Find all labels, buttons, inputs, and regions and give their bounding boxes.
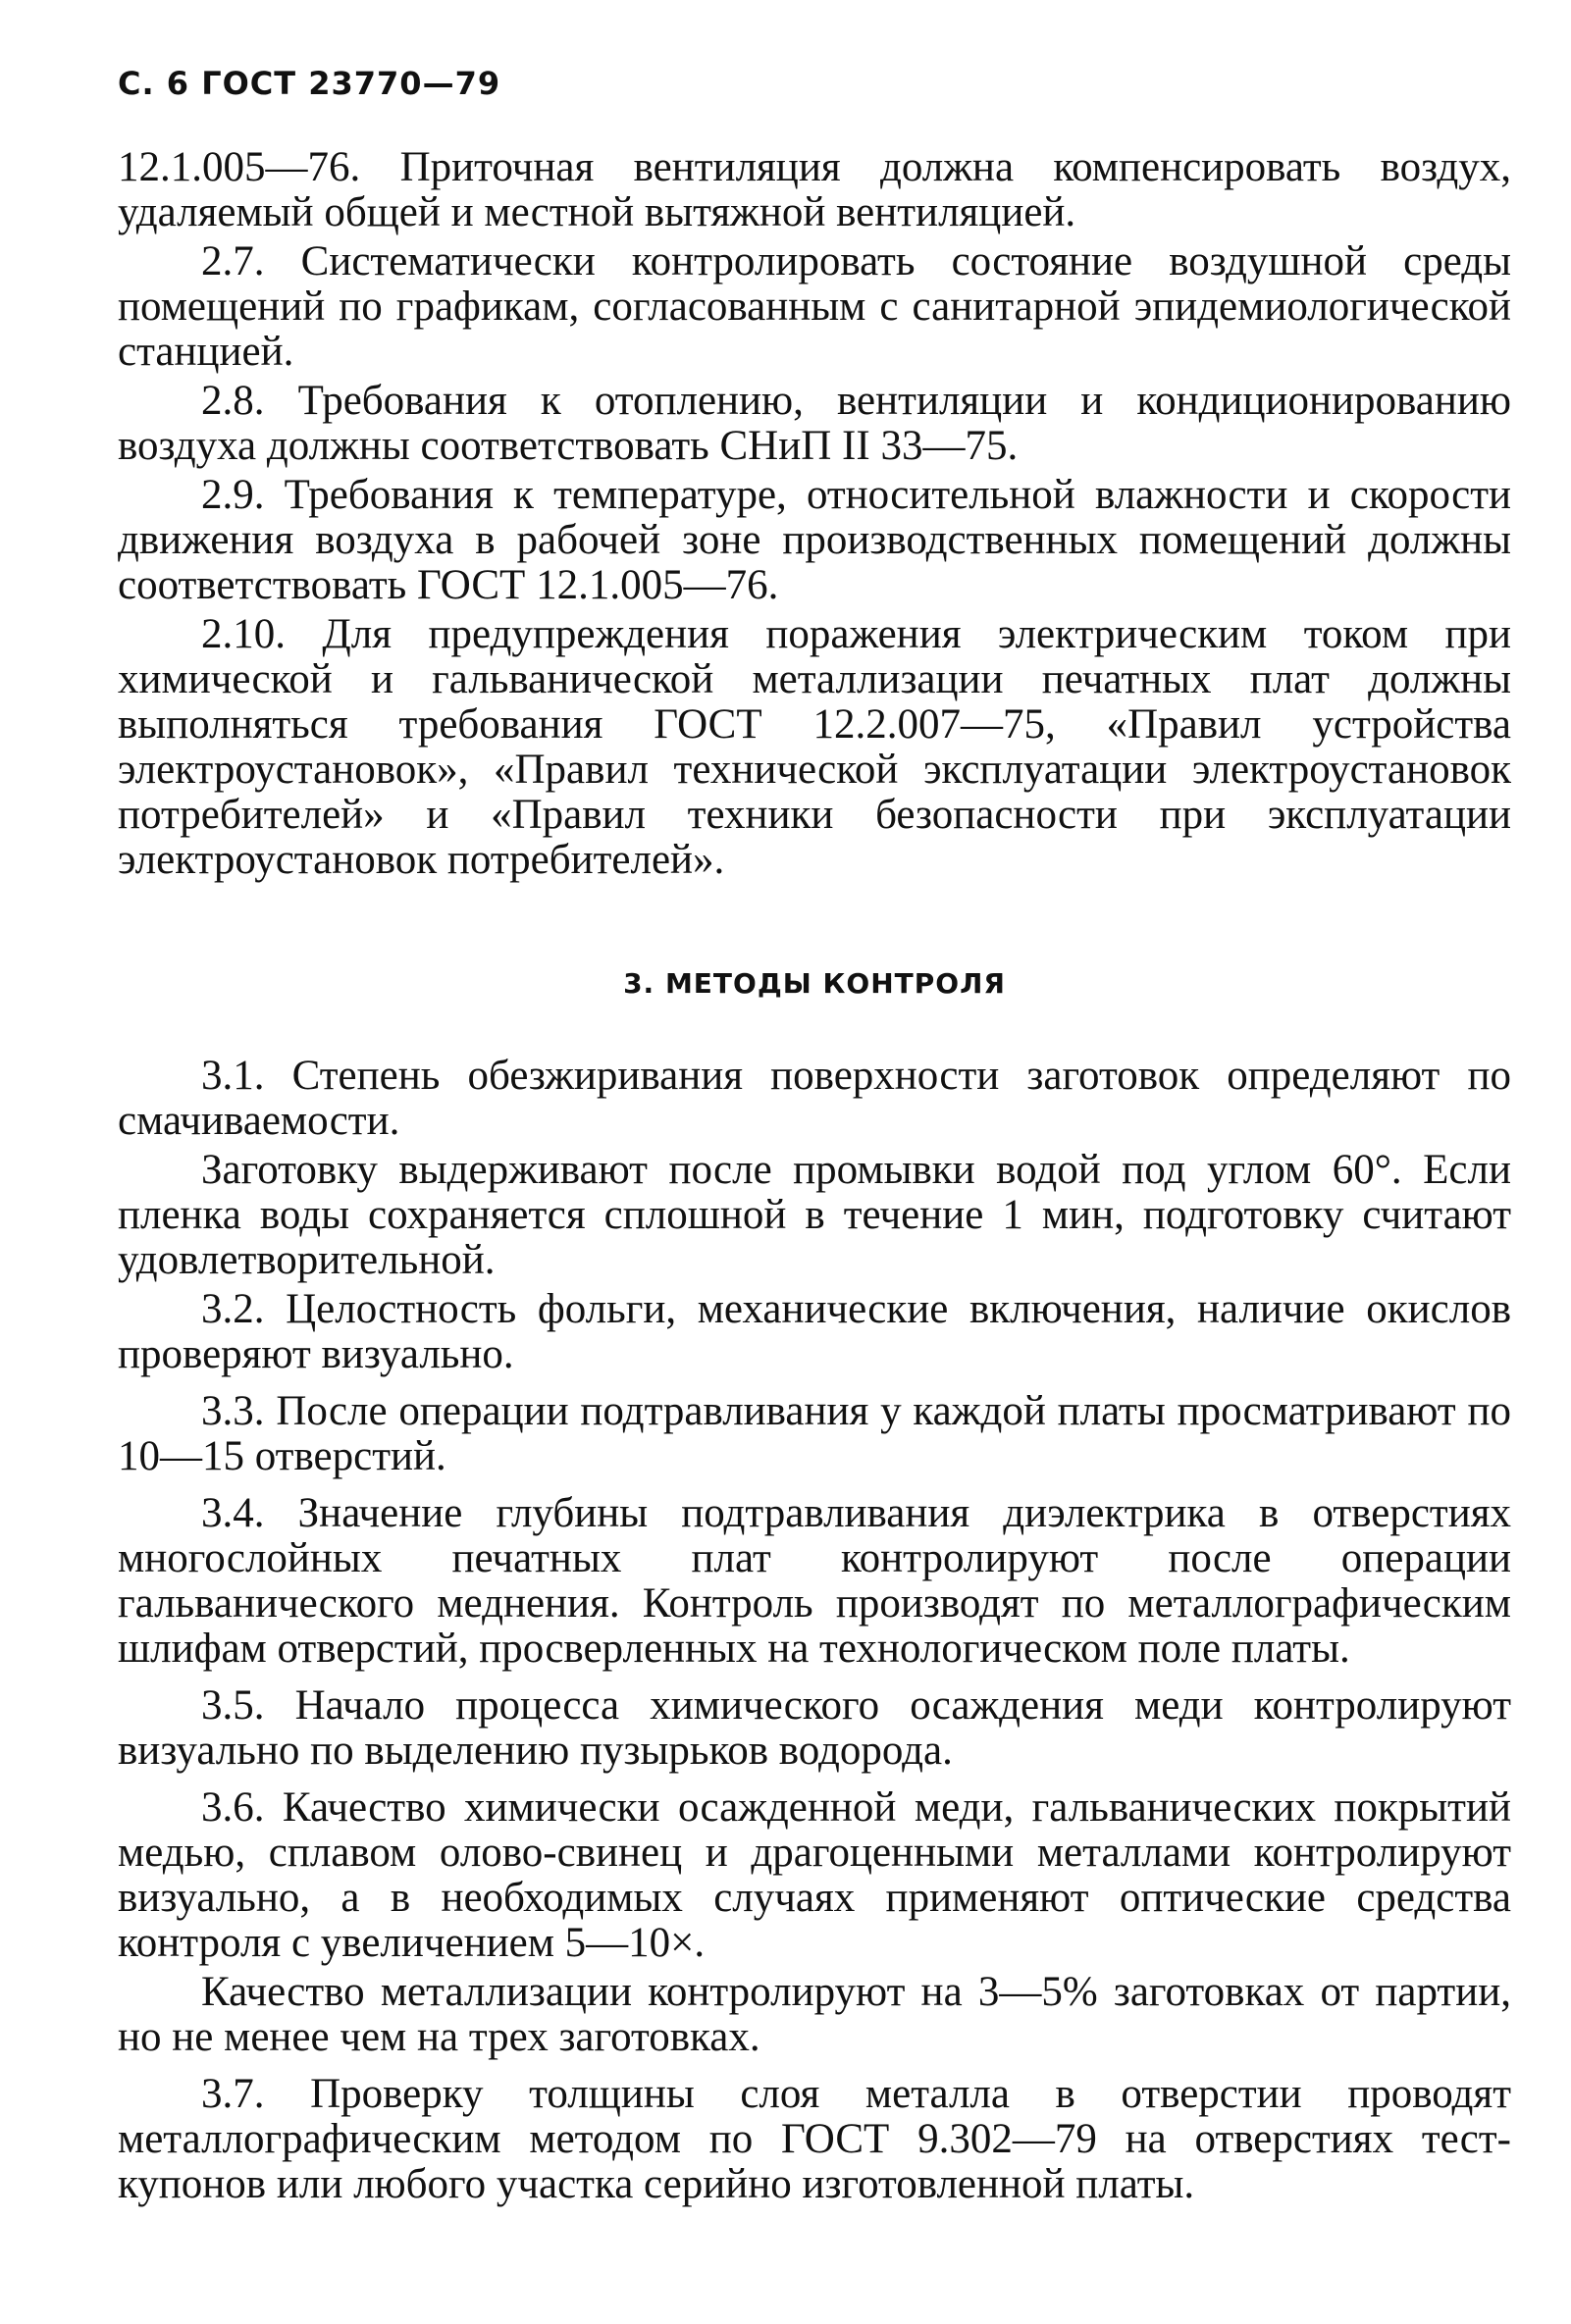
paragraph-continuation: 12.1.005—76. Приточная вентиляция должна компенсировать воздух, удаляемый общей и местной вытяжной вентиляцией. — [118, 144, 1511, 235]
paragraph-3-7: 3.7. Проверку толщины слоя металла в отверстии проводят металлографическим методом по ГОСТ 9.302—79 на отверстиях тест-купонов или любого участка серийно изготовленной платы. — [118, 2071, 1511, 2207]
paragraph-3-3: 3.3. После операции подтравливания у каждой платы просматривают по 10—15 отверстий. — [118, 1388, 1511, 1479]
paragraph-2-10: 2.10. Для предупреждения поражения электрическим током при химической и гальванической металлизации печатных плат должны выполняться требования ГОСТ 12.2.007—75, «Правил устройства электроустановок», «Правил технической эксплуатации электроустановок потребителей» и «Правил техники безопасности при эксплуатации электроустановок потребителей». — [118, 611, 1511, 883]
section-title: 3. МЕТОДЫ КОНТРОЛЯ — [623, 967, 1006, 1000]
paragraph-3-5: 3.5. Начало процесса химического осаждения меди контролируют визуально по выделению пузырьков водорода. — [118, 1682, 1511, 1774]
paragraph-3-1: 3.1. Степень обезжиривания поверхности заготовок определяют по смачиваемости. — [118, 1053, 1511, 1144]
paragraph-3-6: 3.6. Качество химически осажденной меди, гальванических покрытий медью, сплавом олово-свинец и драгоценными металлами контролируют визуально, а в необходимых случаях применяют оптические средства контроля с увеличением 5—10×. — [118, 1784, 1511, 1966]
body-text — [118, 145, 1511, 2207]
page-header: С. 6 ГОСТ 23770—79 — [118, 65, 501, 102]
paragraph-2-8: 2.8. Требования к отоплению, вентиляции и кондиционированию воздуха должны соответствовать СНиП II 33—75. — [118, 378, 1511, 469]
paragraph-2-7: 2.7. Систематически контролировать состояние воздушной среды помещений по графикам, согласованным с санитарной эпидемиологической станцией. — [118, 238, 1511, 375]
paragraph-3-6-continued: Качество металлизации контролируют на 3—5% заготовках от партии, но не менее чем на трех заготовках. — [118, 1969, 1511, 2060]
paragraph-3-2: 3.2. Целостность фольги, механические включения, наличие окислов проверяют визуально. — [118, 1286, 1511, 1377]
paragraph-2-9: 2.9. Требования к температуре, относительной влажности и скорости движения воздуха в рабочей зоне производственных помещений должны соответствовать ГОСТ 12.1.005—76. — [118, 472, 1511, 608]
paragraph-3-1-continued: Заготовку выдерживают после промывки водой под углом 60°. Если пленка воды сохраняется сплошной в течение 1 мин, подготовку считают удовлетворительной. — [118, 1147, 1511, 1283]
paragraph-3-4: 3.4. Значение глубины подтравливания диэлектрика в отверстиях многослойных печатных плат контролируют после операции гальванического меднения. Контроль производят по металлографическим шлифам отверстий, просверленных на технологическом поле платы. — [118, 1490, 1511, 1672]
